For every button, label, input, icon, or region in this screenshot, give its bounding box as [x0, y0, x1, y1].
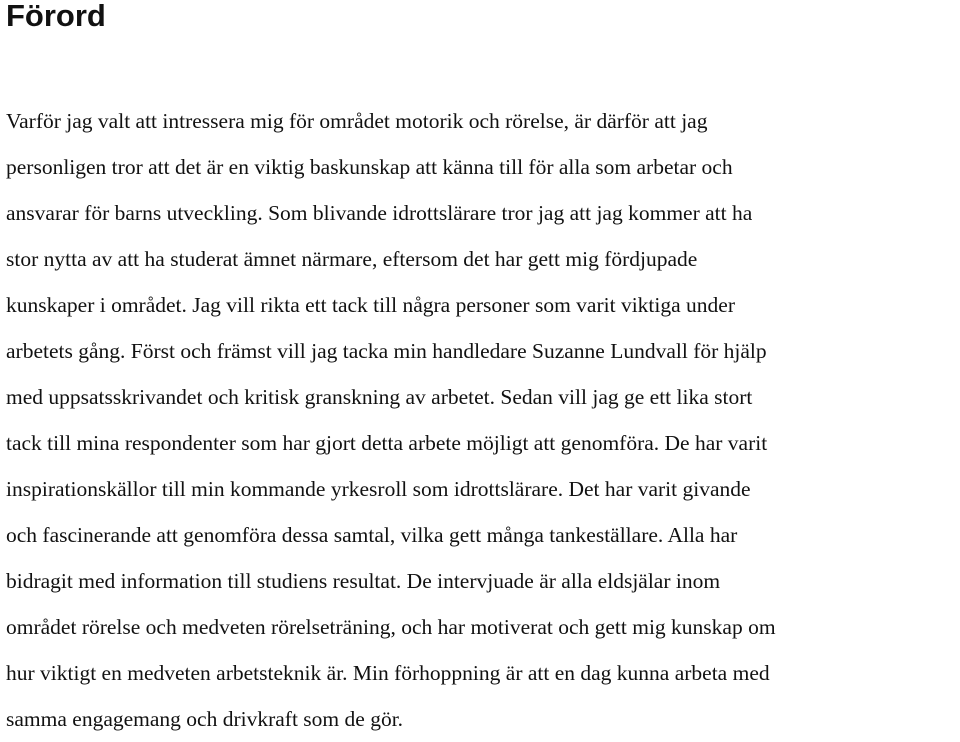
paragraph-line: ansvarar för barns utveckling. Som blivande idrottslärare tror jag att jag kommer att ha: [6, 201, 753, 225]
paragraph-line: Varför jag valt att intressera mig för området motorik och rörelse, är därför att jag: [6, 109, 708, 133]
paragraph-line: kunskaper i området. Jag vill rikta ett tack till några personer som varit viktiga under: [6, 293, 735, 317]
paragraph-line: bidragit med information till studiens resultat. De intervjuade är alla eldsjälar inom: [6, 569, 721, 593]
paragraph-line: området rörelse och medveten rörelseträning, och har motiverat och gett mig kunskap om: [6, 615, 776, 639]
paragraph-line: arbetets gång. Först och främst vill jag tacka min handledare Suzanne Lundvall för hjälp: [6, 339, 767, 363]
page-title: Förord: [6, 0, 106, 33]
paragraph-line: stor nytta av att ha studerat ämnet närmare, eftersom det har gett mig fördjupade: [6, 247, 698, 271]
paragraph-line: hur viktigt en medveten arbetsteknik är. Min förhoppning är att en dag kunna arbeta med: [6, 661, 770, 685]
paragraph-line: tack till mina respondenter som har gjort detta arbete möjligt att genomföra. De har varit: [6, 431, 768, 455]
paragraph-line: personligen tror att det är en viktig baskunskap att känna till för alla som arbetar och: [6, 155, 733, 179]
paragraph-line: inspirationskällor till min kommande yrkesroll som idrottslärare. Det har varit givande: [6, 477, 751, 501]
paragraph-line: och fascinerande att genomföra dessa samtal, vilka gett många tankeställare. Alla har: [6, 523, 738, 547]
paragraph-line: samma engagemang och drivkraft som de gör.: [6, 707, 404, 731]
foreword-paragraph: [6, 98, 776, 742]
paragraph-line: med uppsatsskrivandet och kritisk granskning av arbetet. Sedan vill jag ge ett lika stort: [6, 385, 753, 409]
